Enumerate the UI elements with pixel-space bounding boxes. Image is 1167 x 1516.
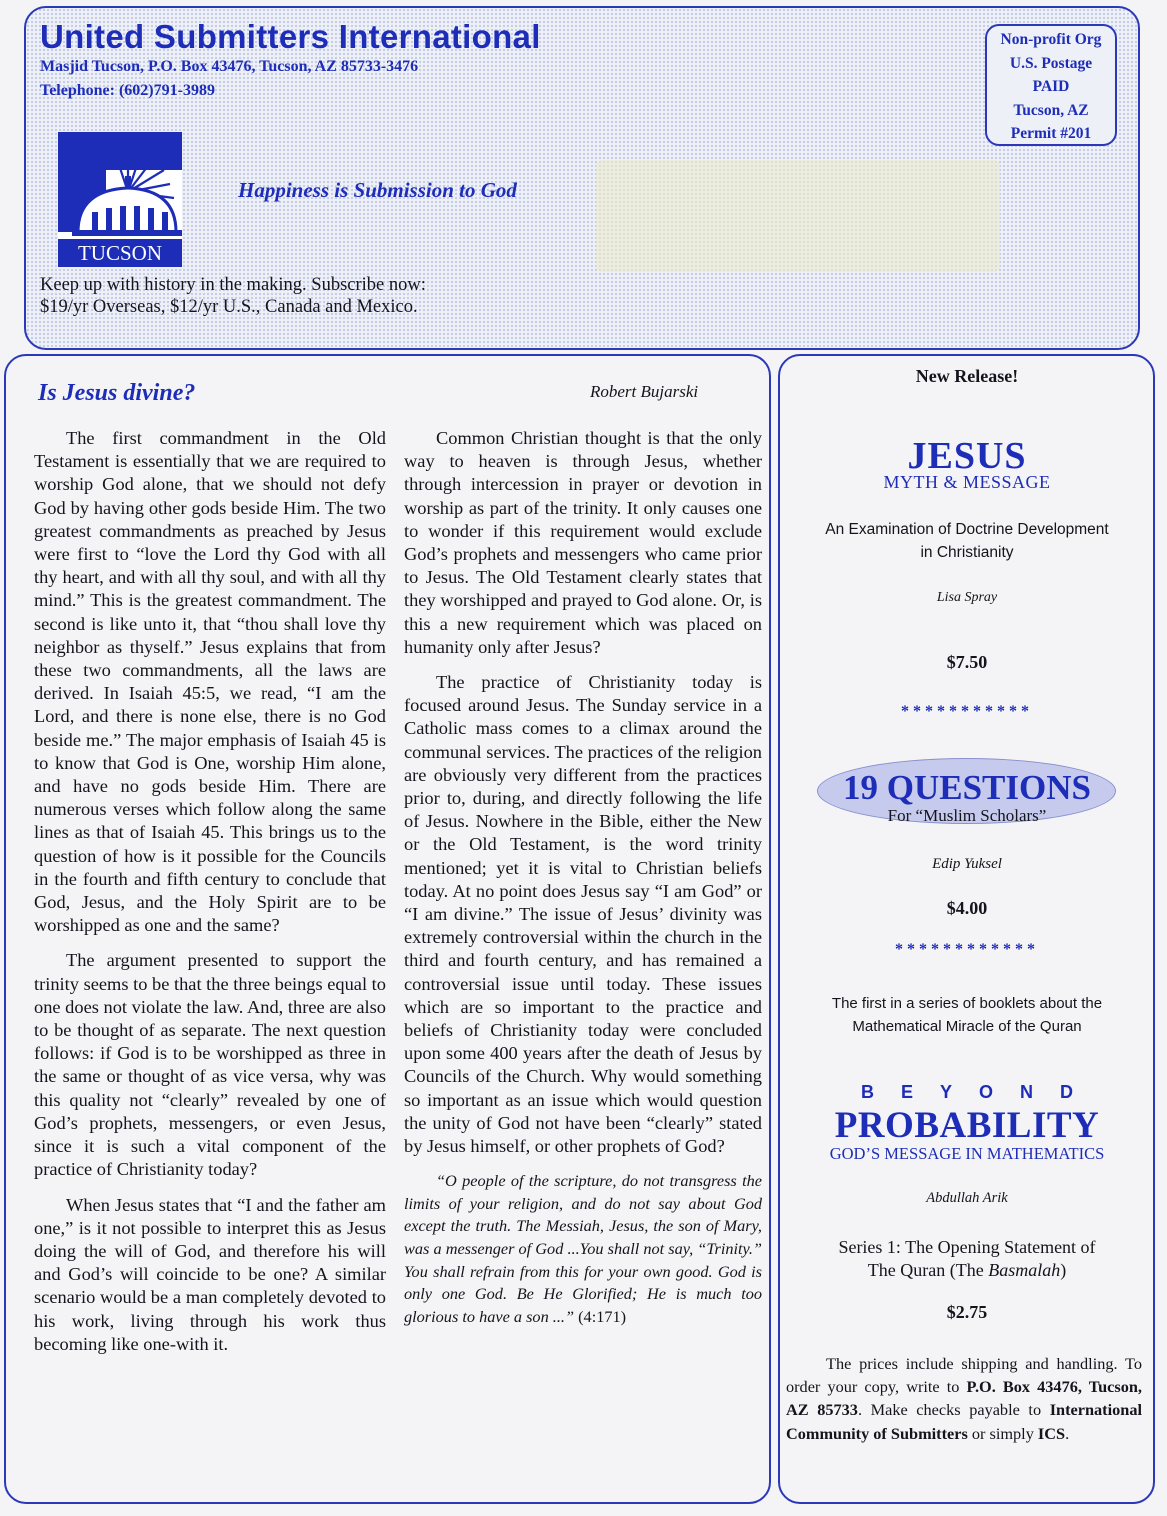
org-address: Masjid Tucson, P.O. Box 43476, Tucson, AZ 85733-3476 bbox=[40, 58, 419, 75]
quran-quote bbox=[404, 1170, 762, 1328]
book-beyond-series bbox=[782, 1236, 1152, 1282]
quote-reference: (4:171) bbox=[578, 1306, 627, 1326]
postage-line: Non-profit Org bbox=[1000, 31, 1102, 48]
book-19-questions-title: 19 QUESTIONS bbox=[843, 768, 1091, 807]
article-author: Robert Bujarski bbox=[590, 382, 699, 401]
star-divider: ************ bbox=[895, 941, 1039, 958]
article-paragraph: The practice of Christianity today is focused around Jesus. The Sunday service in a Catholic mass comes to a climax around the communal services. The practices of the religion are obviously very different from the practices prior to, during, and directly following the life of Jesus. Nowhere in the Bible, either the New or the Old Testament, is the word trinity mentioned; yet it is vital to Christian beliefs today. At no point does Jesus say “I am God” or “I am divine.” The issue of Jesus’ divinity was extremely controversial within the church in the third and fourth century, and has remained a controversial issue until today. These issues which are so important to the practice and beliefs of Christianity today were concluded upon some 400 years after the death of Jesus by Councils of the Church. Why would something so important as an issue which would question the unity of God not have been “clearly” stated by Jesus himself, or other prophets of God? bbox=[404, 672, 762, 1157]
order-text: . Make checks payable to bbox=[857, 1400, 1050, 1420]
series-line: Series 1: The Opening Statement of bbox=[838, 1237, 1096, 1257]
order-address: P.O. Box 43476, Tucson, AZ 85733 bbox=[786, 1377, 1142, 1420]
postage-indicia bbox=[985, 24, 1117, 146]
order-text: or simply bbox=[967, 1423, 1038, 1443]
book-beyond-price: $2.75 bbox=[946, 1302, 988, 1322]
book-jesus-price: $7.50 bbox=[946, 652, 988, 672]
order-payee: International Community of Submitters bbox=[786, 1400, 1142, 1443]
postage-line: Permit #201 bbox=[1010, 125, 1092, 142]
article-paragraph: The argument presented to support the trinity seems to be that the three beings equal to one does not violate the law. And, three are also to be thought of as separate. The next question follows: if God is to be worshipped as three in the same or thought of as vice versa, why was this quality not “clearly” revealed by one of God’s prophets, messengers, or even Jesus, since it is such a vital component of the practice of Christianity today? bbox=[34, 950, 386, 1180]
book-jesus-author: Lisa Spray bbox=[936, 590, 998, 605]
description-line: in Christianity bbox=[920, 544, 1014, 561]
subscribe-line: Keep up with history in the making. Subscribe now: bbox=[40, 275, 426, 295]
book-beyond-subtitle: GOD’S MESSAGE IN MATHEMATICS bbox=[829, 1144, 1105, 1163]
series-basmalah: Basmalah bbox=[988, 1260, 1061, 1280]
order-text: The prices include shipping and handling. To order your copy, write to bbox=[786, 1354, 1142, 1397]
org-telephone: Telephone: (602)791-3989 bbox=[40, 82, 215, 99]
article-paragraph: Common Christian thought is that the only way to heaven is through Jesus, whether through intercession in prayer or devotion in worship as part of the trinity. It only causes one to wonder if this requirement would exclude God’s prophets and messengers who came prior to Jesus. The Old Testament clearly states that they worshipped and prayed to God alone. Or, is this a new requirement which was placed on humanity only after Jesus? bbox=[404, 428, 762, 657]
book-19-questions-price: $4.00 bbox=[946, 898, 988, 918]
article-paragraph: The first commandment in the Old Testament is essentially that we are required to worship God alone, that we should not defy God by having other gods beside Him. The two greatest commandments as preached by Jesus were first to “love the Lord thy God with all thy heart, and with all thy soul, and with all thy mind.” This is the greatest commandment. The second is like unto it, that “thou shall love thy neighbor as thyself.” Jesus explains that from these two commandments, all the laws are derived. In Isaiah 45:5, we read, “I am the Lord, and there is none else, there is no God beside me.” The major emphasis of Isaiah 45 is to know that God is One, worship Him alone, and have no gods beside Him. There are numerous verses which follow along the same lines as that of Isaiah 45. This brings us to the question of how is it possible for the Councils in the fourth and fifth century to conclude that God, Jesus, and the Holy Spirit are to be worshipped as one and the same? bbox=[34, 428, 386, 936]
org-name: United Submitters International bbox=[40, 18, 541, 55]
quote-text: “O people of the scripture, do not transgress the limits of your religion, and do not say about God except the truth. The Messiah, Jesus, the son of Mary, was a messenger of God ...You shall not say, “Trinity.” You shall refrain from this for your own good. God is only one God. Be He Glorified; He is much too glorious to have a son ...” bbox=[404, 1171, 762, 1326]
series-text: ) bbox=[1060, 1260, 1067, 1280]
book-jesus-title: JESUS bbox=[907, 435, 1027, 477]
postage-line: U.S. Postage bbox=[1009, 54, 1093, 72]
order-abbreviation: ICS bbox=[1037, 1423, 1066, 1443]
book-beyond-title-main: PROBABILITY bbox=[834, 1105, 1100, 1146]
series-text: The Quran (The bbox=[867, 1260, 989, 1280]
tagline: Happiness is Submission to God bbox=[238, 178, 517, 202]
description-line: An Examination of Doctrine Development bbox=[825, 521, 1109, 538]
series-intro-line: The first in a series of booklets about the bbox=[831, 995, 1103, 1012]
series-intro-line: Mathematical Miracle of the Quran bbox=[852, 1018, 1082, 1035]
logo-label: TUCSON bbox=[77, 241, 163, 265]
postage-line: PAID bbox=[1032, 78, 1070, 95]
book-19-questions-subtitle: For “Muslim Scholars” bbox=[887, 806, 1047, 825]
book-beyond-author: Abdullah Arik bbox=[926, 1190, 1008, 1206]
subscribe-notice bbox=[40, 274, 426, 318]
article-column-2 bbox=[404, 427, 762, 1328]
order-paragraph bbox=[786, 1352, 1142, 1445]
order-text: . bbox=[1065, 1423, 1070, 1443]
book-jesus-description bbox=[782, 518, 1152, 564]
masjid-tucson-logo bbox=[58, 132, 182, 267]
star-divider: *********** bbox=[901, 703, 1033, 720]
book-jesus-subtitle: MYTH & MESSAGE bbox=[883, 472, 1051, 492]
subscribe-price-line: $19/yr Overseas, $12/yr U.S., Canada and Mexico. bbox=[40, 297, 418, 317]
series-intro bbox=[782, 992, 1152, 1038]
postage-line: Tucson, AZ bbox=[1013, 101, 1089, 119]
order-instructions bbox=[786, 1352, 1142, 1445]
mailing-label-area bbox=[596, 160, 1000, 272]
article-paragraph: When Jesus states that “I and the father am one,” is it not possible to interpret this as Jesus doing the will of God, and therefore his will and God’s will coincide to be one? A similar scenario would be a man completely devoted to his work, living through his work thus becoming like one-with it. bbox=[34, 1194, 386, 1354]
book-19-questions-author: Edip Yuksel bbox=[932, 856, 1002, 872]
series-line bbox=[782, 1259, 1152, 1282]
article-column-1 bbox=[34, 427, 386, 1356]
new-release-heading: New Release! bbox=[915, 366, 1019, 386]
article-title: Is Jesus divine? bbox=[38, 380, 196, 406]
book-beyond-title-top: BEYOND bbox=[860, 1082, 1100, 1102]
